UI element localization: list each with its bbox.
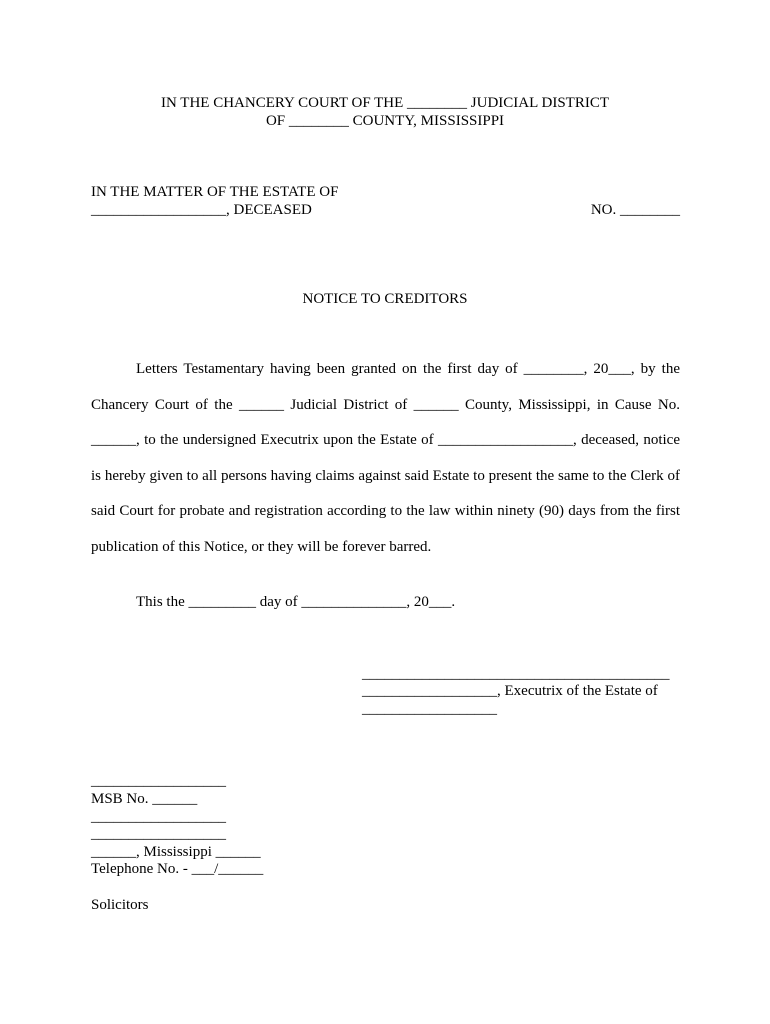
- case-number: NO. ________: [590, 202, 680, 218]
- estate-name-blank: __________________: [362, 701, 497, 717]
- telephone-number: Telephone No. - ___/______: [91, 861, 264, 877]
- matter-line-1: IN THE MATTER OF THE ESTATE OF: [91, 184, 339, 200]
- matter-line-2: __________________, DECEASED: [91, 202, 312, 218]
- address-line-2: __________________: [91, 826, 226, 842]
- solicitors-label: Solicitors: [91, 897, 149, 913]
- msb-number: MSB No. ______: [91, 791, 198, 807]
- address-line-1: __________________: [91, 809, 226, 825]
- court-caption-line-1: IN THE CHANCERY COURT OF THE ________ JUDICIAL DISTRICT: [160, 95, 609, 111]
- document-title: NOTICE TO CREDITORS: [302, 291, 468, 307]
- city-state-zip: ______, Mississippi ______: [91, 844, 261, 860]
- solicitor-name-line: __________________: [91, 773, 226, 789]
- court-caption-line-2: OF ________ COUNTY, MISSISSIPPI: [265, 113, 505, 129]
- signature-line: _________________________________________: [362, 666, 670, 682]
- notice-paragraph: Letters Testamentary having been granted on the first day of ________, 20___, by the Chancery Court of the ______ Judicial District of ______ County, Mississippi, in Cause No. ______, to the undersigned Executrix upon the Estate of __________________, deceased, notice is hereby given to all persons having claims against said Estate to present the same to the Clerk of said Court for probate and registration according to the law within ninety (90) days from the first publication of this Notice, or they will be forever barred.: [91, 361, 680, 555]
- date-line: This the _________ day of ______________, 20___.: [136, 594, 456, 610]
- executrix-line: __________________, Executrix of the Estate of: [362, 683, 658, 699]
